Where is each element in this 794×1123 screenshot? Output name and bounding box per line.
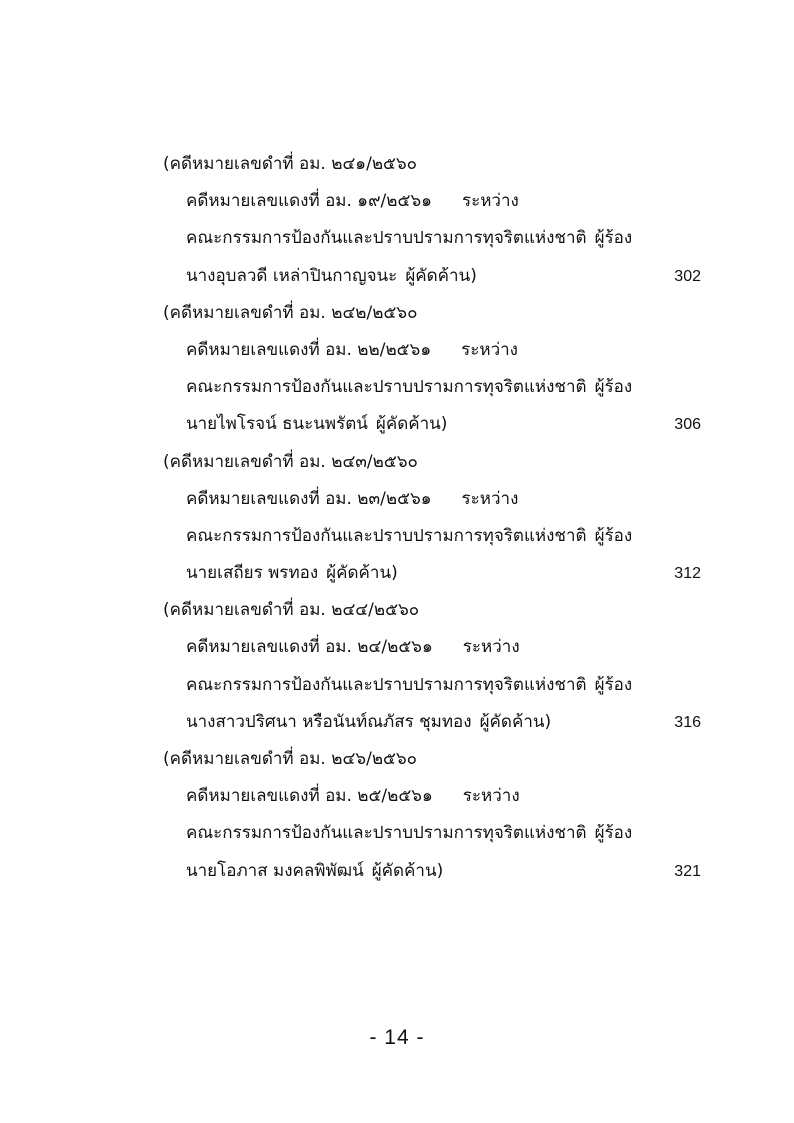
page-number-footer: - 14 - — [369, 1026, 425, 1049]
defendant-line — [163, 555, 703, 592]
defendant-line — [163, 406, 703, 443]
red-case-number: (คดีหมายเลขดำที่ อม. ๒๔๑/๒๕๖๐ — [163, 154, 418, 174]
plaintiff-name: คณะกรรมการป้องกันและปราบปรามการทุจริตแห่งชาติ — [186, 823, 587, 844]
case-entry — [163, 146, 703, 295]
defendant-name: นางอุบลวดี เหล่าปินกาญจนะ — [186, 265, 398, 286]
between-label: ระหว่าง — [461, 488, 519, 509]
plaintiff-role: ผู้ร้อง — [594, 377, 633, 398]
defendant-line — [163, 258, 703, 295]
black-case-number: คดีหมายเลขแดงที่ อม. ๒๓/๒๕๖๑ — [186, 488, 432, 509]
plaintiff-name: คณะกรรมการป้องกันและปราบปรามการทุจริตแห่งชาติ — [186, 228, 587, 249]
defendant-name: นางสาวปริศนา หรือนันท์ณภัสร ชุมทอง — [186, 711, 472, 732]
red-case-number: (คดีหมายเลขดำที่ อม. ๒๔๓/๒๕๖๐ — [163, 451, 418, 472]
between-label: ระหว่าง — [461, 191, 519, 212]
case-entry — [163, 592, 703, 741]
case-entry — [163, 295, 703, 444]
black-case-line — [163, 778, 703, 815]
case-index-list — [163, 146, 703, 890]
between-label: ระหว่าง — [461, 339, 518, 360]
red-case-number: (คดีหมายเลขดำที่ อม. ๒๔๒/๒๕๖๐ — [163, 302, 418, 323]
plaintiff-line — [163, 518, 703, 555]
black-case-number: คดีหมายเลขแดงที่ อม. ๒๒/๒๕๖๑ — [186, 339, 432, 360]
black-case-number: คดีหมายเลขแดงที่ อม. ๒๕/๒๕๖๑ — [186, 786, 433, 807]
defendant-line — [163, 704, 703, 741]
plaintiff-role: ผู้ร้อง — [594, 823, 633, 844]
plaintiff-line — [163, 220, 703, 257]
plaintiff-name: คณะกรรมการป้องกันและปราบปรามการทุจริตแห่งชาติ — [186, 674, 587, 695]
defendant-name: นายไพโรจน์ ธนะนพรัตน์ — [186, 414, 368, 435]
page-reference: 306 — [674, 416, 701, 434]
plaintiff-role: ผู้ร้อง — [594, 228, 633, 249]
red-case-number: (คดีหมายเลขดำที่ อม. ๒๔๔/๒๕๖๐ — [163, 600, 420, 621]
black-case-line — [163, 183, 703, 220]
black-case-number: คดีหมายเลขแดงที่ อม. ๑๙/๒๕๖๑ — [186, 191, 432, 212]
plaintiff-line — [163, 369, 703, 406]
defendant-name: นายเสถียร พรทอง — [186, 563, 319, 584]
defendant-line — [163, 853, 703, 890]
between-label: ระหว่าง — [462, 786, 520, 807]
red-case-number: (คดีหมายเลขดำที่ อม. ๒๔๖/๒๕๖๐ — [163, 749, 418, 769]
defendant-role: ผู้คัดค้าน) — [405, 265, 477, 286]
plaintiff-name: คณะกรรมการป้องกันและปราบปรามการทุจริตแห่งชาติ — [186, 525, 587, 546]
case-entry — [163, 444, 703, 593]
case-entry — [163, 741, 703, 890]
defendant-role: ผู้คัดค้าน) — [479, 711, 552, 732]
black-case-number: คดีหมายเลขแดงที่ อม. ๒๔/๒๕๖๑ — [186, 637, 433, 658]
page-reference: 302 — [674, 267, 701, 285]
plaintiff-line — [163, 815, 703, 852]
black-case-line — [163, 332, 703, 369]
between-label: ระหว่าง — [462, 637, 520, 658]
defendant-role: ผู้คัดค้าน) — [326, 563, 398, 584]
plaintiff-line — [163, 667, 703, 704]
page-reference: 316 — [674, 713, 701, 731]
defendant-name: นายโอภาส มงคลพิพัฒน์ — [186, 860, 364, 881]
defendant-role: ผู้คัดค้าน) — [371, 860, 444, 881]
page-reference: 321 — [674, 862, 701, 880]
plaintiff-role: ผู้ร้อง — [594, 674, 633, 695]
plaintiff-role: ผู้ร้อง — [594, 525, 633, 546]
plaintiff-name: คณะกรรมการป้องกันและปราบปรามการทุจริตแห่งชาติ — [186, 377, 587, 398]
black-case-line — [163, 629, 703, 666]
page-reference: 312 — [674, 565, 701, 583]
defendant-role: ผู้คัดค้าน) — [375, 414, 448, 435]
black-case-line — [163, 481, 703, 518]
